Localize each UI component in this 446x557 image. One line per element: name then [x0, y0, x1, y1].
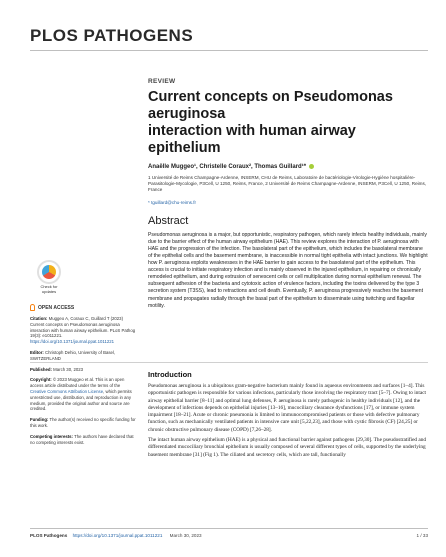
- footer-date: March 30, 2023: [169, 533, 202, 538]
- copyright-tail: , which permits unrestricted use, distribution, and reproduction in any medium, provided the original author and source are credited.: [30, 388, 132, 412]
- competing-label: Competing interests:: [30, 433, 73, 439]
- check-for-updates-button[interactable]: [34, 260, 64, 296]
- orcid-icon[interactable]: [309, 164, 314, 169]
- license-link[interactable]: Creative Commons Attribution License: [30, 388, 104, 394]
- introduction-section: [148, 370, 428, 462]
- competing-text: The authors have declared that no competing interests exist.: [30, 433, 134, 445]
- header-rule: [30, 50, 428, 51]
- article-main: [148, 78, 428, 310]
- journal-logo[interactable]: PLOS PATHOGENS: [30, 26, 194, 45]
- footer-journal: PLOS Pathogens: [30, 533, 68, 538]
- editor-text: Christoph Dehio, University of Basel, SWITZERLAND: [30, 349, 116, 361]
- footer-doi-link[interactable]: https://doi.org/10.1371/journal.ppat.1011221: [72, 533, 163, 538]
- corresponding-email[interactable]: * tguillard@chu-reims.fr: [148, 199, 197, 205]
- copyright-block: [30, 377, 136, 412]
- citation-block: [30, 316, 136, 345]
- crossmark-icon: [37, 260, 61, 284]
- page-number: 1 / 33: [416, 533, 428, 538]
- citation-doi-link[interactable]: https://doi.org/10.1371/journal.ppat.1011221: [30, 339, 115, 345]
- page-footer: [30, 528, 428, 538]
- check-updates-label: Check for updates: [40, 284, 58, 294]
- introduction-heading: Introduction: [148, 370, 192, 379]
- published-label: Published:: [30, 366, 52, 372]
- citation-label: Citation:: [30, 316, 48, 321]
- author-list: [148, 164, 428, 170]
- competing-interests-block: [30, 434, 136, 446]
- copyright-text: © 2023 Muggeo et al. This is an open access article distributed under the terms of the: [30, 377, 125, 389]
- article-type: REVIEW: [148, 78, 176, 85]
- funding-text: The author(s) received no specific funding for this work.: [30, 417, 136, 428]
- intro-paragraph-1: Pseudomonas aeruginosa is a ubiquitous gram-negative bacterium mainly found in aqueous environments and surfaces [1–4]. This opportunistic pathogen is responsible for various infections, particularly those involving the respiratory tract [5–7]. Owing to intact airway epithelial barrier [8–11] and optimal lung defenses, P. aeruginosa is rarely pathogenic in healthy individuals [12], and the development of infections depends on epithelial injuries [13–16], mucociliary clearance dysfunctions [17], or immune system impairment [18–21]. Acute or chronic pneumonia is limited to immunocompromised patients or those with defective pulmonary function, such as mechanically ventilated patients in intensive care unit [5,22,23], and those with cystic fibrosis (CF) [24,25] or chronic obstructive pulmonary disease (COPD) [7,26–28].: [148, 383, 427, 433]
- author-names[interactable]: Anaëlle Muggeo¹, Christelle Coraux², Thomas Guillard¹*: [148, 164, 307, 171]
- title-line-2: interaction with human airway epithelium: [148, 123, 356, 156]
- citation-text: Muggeo A, Coraux C, Guillard T (2023) Current concepts on Pseudomonas aeruginosa interaction with human airway epithelium. PLoS Pathog 19(3): e1011221.: [30, 316, 136, 339]
- abstract-heading: Abstract: [148, 214, 189, 227]
- title-line-1: Current concepts on Pseudomonas aeruginosa: [148, 89, 393, 122]
- open-lock-icon: [30, 304, 35, 311]
- article-sidebar: [30, 260, 136, 445]
- affiliations: 1 Université de Reims Champagne-Ardenne, INSERM, CHU de Reims, Laboratoire de bactériologie-Virologie-Hygiène hospitalière-Parasitologie-Mycologie, P3Cell, U 1250, Reims, France, 2 Université de Reims Champagne-Ardenne, INSERM, P3Cell, U 1250, Reims, France: [148, 175, 427, 193]
- section-divider: [30, 362, 428, 363]
- article-title: [148, 89, 428, 157]
- published-block: [30, 367, 136, 373]
- open-access-label: OPEN ACCESS: [38, 304, 75, 311]
- abstract-text: Pseudomonas aeruginosa is a major, but opportunistic, respiratory pathogen, which rarely infects healthy individuals, mainly due to the barrier effect of the human airway epithelium (HAE). This review explores the interaction of P. aeruginosa with HAE and the progression of the infection. The basolateral part of the epithelium, which includes the basolateral membrane of the epithelial cells and the basement membrane, is inaccessible in normal tight epithelia with intact junctions. We highlight how P. aeruginosa exploits weaknesses in the HAE barrier to gain access to the basolateral part of the epithelium. This access is crucial to initiate respiratory infection and is mainly observed in the injured epithelium, in repairing or chronically remodeled epithelium, and during extrusion of senescent cells or cell multiplication during normal epithelium renewal. The subsequent adhesion of the bacteria and cytotoxic action of virulence factors, including the toxins delivered by the type 3 secretion system (T3SS), lead to retractions and cell death. Eventually, P. aeruginosa progressively reaches the basement membrane and propagates radially through the basal part of the epithelium to disseminate using twitching and flagellar motility.: [148, 231, 428, 309]
- published-date: March 30, 2023: [53, 366, 84, 372]
- editor-label: Editor:: [30, 349, 44, 355]
- editor-block: [30, 350, 136, 362]
- open-access-badge: [30, 304, 136, 311]
- funding-block: [30, 417, 136, 429]
- funding-label: Funding:: [30, 417, 49, 423]
- copyright-label: Copyright:: [30, 377, 52, 383]
- intro-paragraph-2: The intact human airway epithelium (HAE) is a physical and functional barrier against pathogens [29,30]. The pseudostratified and differentiated mucociliary bronchial epithelium is usually composed of several different types of cells, supported by the underlying basement membrane [31] (Fig 1). The ciliated and secretory cells, which are tall, functionally: [148, 437, 427, 458]
